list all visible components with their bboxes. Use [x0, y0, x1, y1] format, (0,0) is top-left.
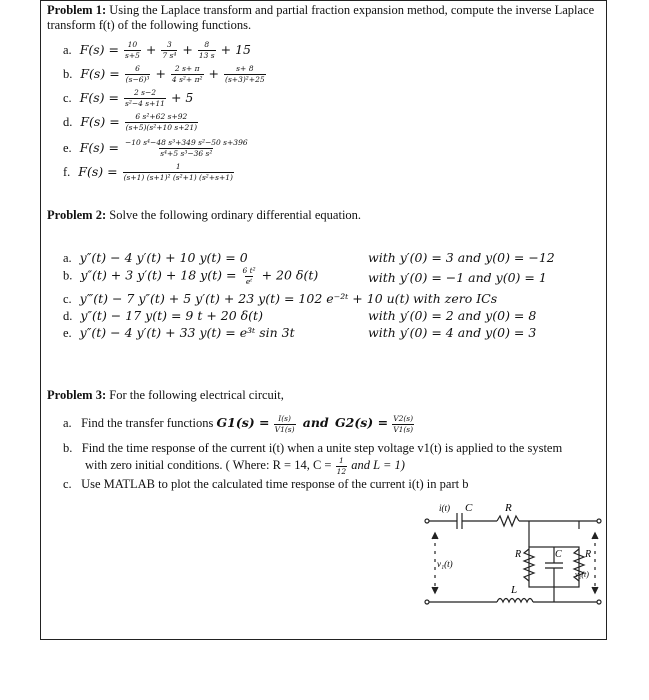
p1-item-e: e. F(s) = $\frac{\text{−10 s⁴−48 s³+349 s²−50 s+396}}{\text{s⁴+5 s³−36 s²}}$	[63, 138, 248, 158]
p2-cond-e: with y′(0) = 4 and y(0) = 3	[368, 325, 537, 340]
p1-item-c: c. F(s) = $\frac{2 s-2}{\text{s²−4 s+11}}$ + 5	[63, 88, 194, 108]
p2-item-b: b. y″(t) + 3 y′(t) + 18 y(t) = $\frac{\text{6 t²}}{\text{eᵗ}}$ + 20 δ(t)	[63, 266, 319, 286]
problem-1-title: Problem 1:	[47, 3, 107, 17]
p2-item-d: d. y″(t) − 17 y(t) = 9 t + 20 δ(t)	[63, 308, 263, 323]
resistor-right-label: R	[585, 549, 592, 560]
p2-cond-d: with y′(0) = 2 and y(0) = 8	[368, 308, 537, 323]
p2-item-e: e. y″(t) − 4 y′(t) + 33 y(t) = e³ᵗ sin 3t	[63, 325, 295, 340]
p3-item-b: b. Find the time response of the current i(t) when a unite step voltage v1(t) is applied to the system	[63, 441, 563, 455]
resistor-top	[497, 516, 519, 526]
problem-3-title: Problem 3:	[47, 388, 107, 402]
p2-cond-a: with y′(0) = 3 and y(0) = −12	[368, 250, 555, 265]
p1-item-a: a. F(s) = $\frac{10}{s+5}$ + $\frac{3}{\text{7 s⁴}}$ + $\frac{8}{13 s}$ + 15	[63, 40, 252, 60]
inductor-L	[497, 599, 533, 603]
resistor-left-label: R	[515, 549, 522, 560]
p3-item-c: c. Use MATLAB to plot the calculated time response of the current i(t) in part b	[63, 477, 469, 491]
problem-2-intro: Problem 2: Solve the following ordinary differential equation.	[47, 208, 362, 222]
p3-item-a: a. Find the transfer functions G1(s) = $\frac{I(s)}{V1(s)}$ and G2(s) = $\frac{V2(s)}{V1(s)}$	[63, 414, 414, 434]
p3-item-b-line2: with zero initial conditions. ( Where: R = 14, C = $\frac{1}{12}$ and L = 1)	[85, 456, 405, 476]
resistor-top-label: R	[505, 502, 512, 514]
capacitor-label: C	[465, 502, 473, 514]
p1-item-d: d. F(s) = $\frac{\text{6 s²+62 s+92}}{\text{(s+5)(s²+10 s+21)}}$	[63, 112, 198, 132]
p1-item-b: b. F(s) = $\frac{6}{\text{(s−6)³}}$ + $\frac{2 s+ \pi}{\text{4 s²+ π²}}$ + $\frac{s+ 8}{\text{(s+3)²+25}}$	[63, 64, 265, 84]
problem-3-intro: Problem 3: For the following electrical circuit,	[47, 388, 284, 402]
rlc-circuit-diagram	[409, 499, 604, 617]
capacitor-mid-label: C	[555, 549, 562, 560]
p2-item-a: a. y″(t) − 4 y′(t) + 10 y(t) = 0	[63, 250, 248, 265]
p2-item-c: c. y‴(t) − 7 y″(t) + 5 y′(t) + 23 y(t) = 102 e⁻²ᵗ + 10 u(t)	[63, 291, 410, 306]
problem-1-intro-line2: transform f(t) of the following functions.	[47, 18, 252, 32]
v2-label: v₂(t)	[575, 570, 589, 579]
p2-cond-b: with y′(0) = −1 and y(0) = 1	[368, 270, 547, 285]
inductor-label: L	[511, 584, 518, 596]
problem-1-intro: Problem 1: Using the Laplace transform and partial fraction expansion method, compute the inverse Laplace	[47, 3, 595, 17]
current-label: i(t)	[439, 503, 450, 513]
p1-item-f: f. F(s) = $\frac{1}{\text{(s+1) (s+1)² (s²+1) (s²+s+1)}}$	[63, 162, 233, 182]
problem-sheet	[40, 0, 607, 640]
v1-label: v₁(t)	[437, 559, 453, 569]
p2-cond-c: with zero ICs	[413, 291, 498, 306]
problem-2-title: Problem 2:	[47, 208, 107, 222]
